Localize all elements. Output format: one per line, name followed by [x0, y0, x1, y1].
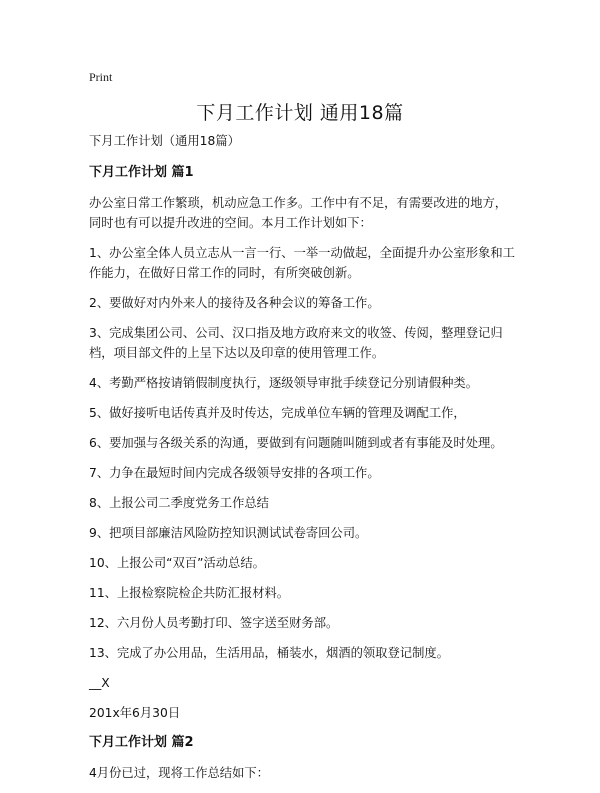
list-item: 8、上报公司二季度党务工作总结	[89, 496, 269, 510]
list-item: 6、要加强与各级关系的沟通，要做到有问题随叫随到或者有事能及时处理。	[89, 436, 503, 450]
section-2-intro: 4月份已过，现将工作总结如下：	[89, 766, 269, 780]
document-subtitle: 下月工作计划（通用18篇）	[89, 134, 240, 148]
print-link[interactable]: Print	[89, 70, 113, 84]
list-item: 10、上报公司“双百”活动总结。	[89, 556, 265, 570]
section-1-heading: 下月工作计划 篇1	[89, 165, 194, 180]
list-item: 4、考勤严格按请销假制度执行，逐级领导审批手续登记分别请假种类。	[89, 376, 479, 390]
list-item: 3、完成集团公司、公司、汉口指及地方政府来文的收签、传阅，整理登记归档，项目部文件的上呈下达以及印章的使用管理工作。	[89, 326, 503, 360]
list-item: 9、把项目部廉洁风险防控知识测试试卷寄回公司。	[89, 526, 368, 540]
list-item: 1、办公室全体人员立志从一言一行、一举一动做起，全面提升办公室形象和工作能力，在做好日常工作的同时，有所突破创新。	[89, 246, 515, 280]
document-body	[89, 131, 519, 793]
list-item: 11、上报检察院检企共防汇报材料。	[89, 586, 290, 600]
list-item: 7、力争在最短时间内完成各级领导安排的各项工作。	[89, 466, 380, 480]
section-2-heading: 下月工作计划 篇2	[89, 735, 194, 750]
list-item: 12、六月份人员考勤打印、签字送至财务部。	[89, 616, 339, 630]
section-1-intro: 办公室日常工作繁琐，机动应急工作多。工作中有不足，有需要改进的地方，同时也有可以提升改进的空间。本月工作计划如下：	[89, 196, 508, 230]
list-item: 5、做好接听电话传真并及时传达，完成单位车辆的管理及调配工作，	[89, 406, 466, 420]
date: 201x年6月30日	[89, 706, 181, 720]
document-title: 下月工作计划 通用18篇	[196, 102, 404, 124]
signature: __X	[89, 676, 110, 690]
list-item: 13、完成了办公用品，生活用品，桶装水，烟酒的领取登记制度。	[89, 646, 449, 660]
list-item: 2、要做好对内外来人的接待及各种会议的筹备工作。	[89, 296, 380, 310]
